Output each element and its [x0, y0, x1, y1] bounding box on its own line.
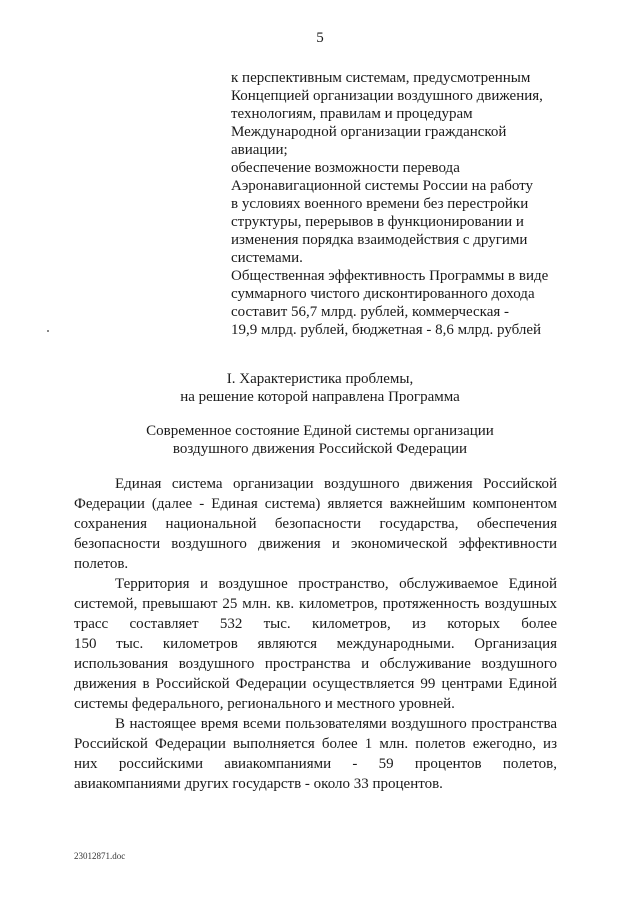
text-line: системой, превышают 25 млн. кв. километров, протяженность воздушных: [74, 596, 557, 612]
section-title-line: I. Характеристика проблемы,: [226, 371, 414, 387]
text-line: составит 56,7 млрд. рублей, коммерческая -: [231, 304, 510, 320]
text-line: движения в Российской Федерации осуществляется 99 центрами Единой: [74, 676, 557, 692]
text-line: полетов.: [74, 556, 129, 572]
text-line: системы федерального, регионального и местного уровней.: [74, 696, 455, 712]
text-line: трасс составляет 532 тыс. километров, из которых более: [74, 616, 557, 632]
text-line: 19,9 млрд. рублей, бюджетная - 8,6 млрд. рублей: [231, 322, 542, 338]
text-line: Концепцией организации воздушного движения,: [231, 88, 543, 104]
text-line: системами.: [231, 250, 303, 266]
text-line: суммарного чистого дисконтированного дохода: [231, 286, 535, 302]
text-line: Общественная эффективность Программы в виде: [231, 268, 549, 284]
text-line: Единая система организации воздушного движения Российской: [115, 476, 557, 492]
text-line: Территория и воздушное пространство, обслуживаемое Единой: [115, 576, 557, 592]
section-title-line: на решение которой направлена Программа: [180, 389, 460, 405]
text-line: Аэронавигационной системы России на работу: [231, 178, 533, 194]
footer-filename: 23012871.doc: [74, 851, 126, 861]
text-line: к перспективным системам, предусмотренным: [231, 70, 531, 86]
subsection-title-line: Современное состояние Единой системы организации: [146, 423, 494, 439]
text-line: авиации;: [231, 142, 288, 158]
text-line: в условиях военного времени без перестройки: [231, 196, 529, 212]
text-line: безопасности воздушного движения и экономической эффективности: [74, 536, 557, 552]
text-line: технологиям, правилам и процедурам: [231, 106, 473, 122]
subsection-title-line: воздушного движения Российской Федерации: [172, 441, 468, 457]
scan-artifact: [47, 330, 49, 332]
text-line: авиакомпаниями других государств - около 33 процентов.: [74, 776, 443, 792]
text-line: Российской Федерации выполняется более 1 млн. полетов ежегодно, из: [74, 736, 557, 752]
page-number: 5: [316, 30, 324, 46]
text-line: сохранения национальной безопасности государства, обеспечения: [74, 516, 557, 532]
text-line: изменения порядка взаимодействия с другими: [231, 232, 528, 248]
text-line: В настоящее время всеми пользователями воздушного пространства: [115, 716, 557, 732]
text-line: Международной организации гражданской: [231, 124, 507, 140]
text-line: них российскими авиакомпаниями - 59 процентов полетов,: [74, 756, 557, 772]
text-line: 150 тыс. километров являются международными. Организация: [74, 636, 557, 652]
text-line: обеспечение возможности перевода: [231, 160, 460, 176]
text-line: использования воздушного пространства и обслуживание воздушного: [74, 656, 557, 672]
text-line: структуры, перерывов в функционировании и: [231, 214, 524, 230]
text-line: Федерации (далее - Единая система) является важнейшим компонентом: [74, 496, 557, 512]
